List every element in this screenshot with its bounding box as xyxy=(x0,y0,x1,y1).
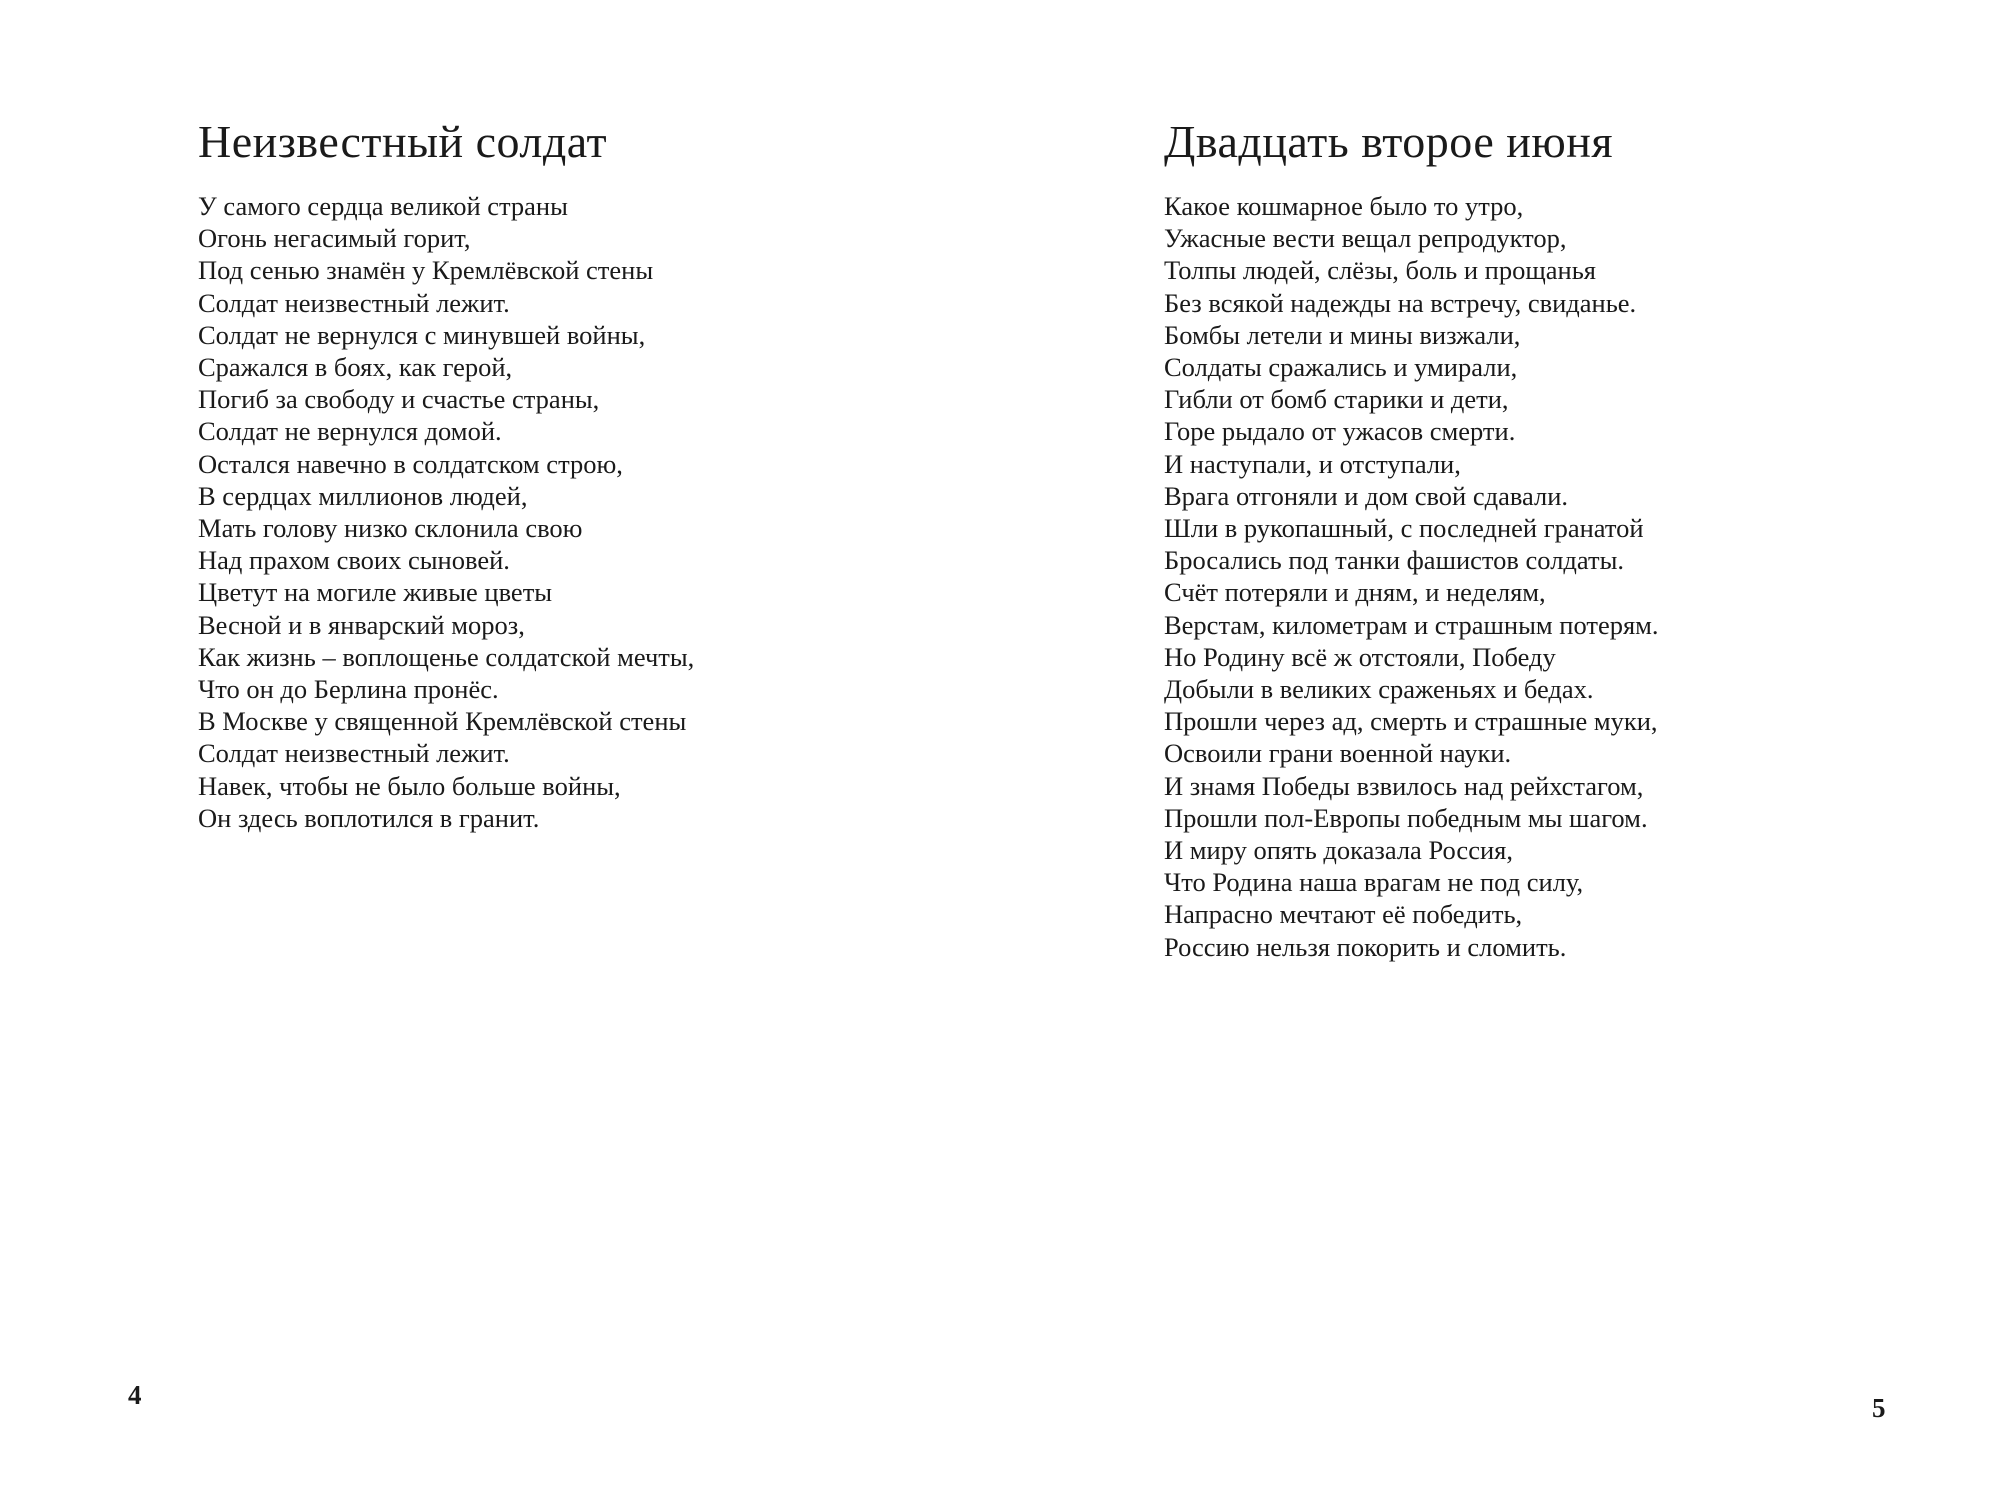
right-page xyxy=(1000,0,2000,1496)
poem-line: Россию нельзя покорить и сломить. xyxy=(1164,931,1567,962)
poem-line: Освоили грани военной науки. xyxy=(1164,738,1512,769)
poem-line: Навек, чтобы не было больше войны, xyxy=(198,770,621,801)
poem-june-22 xyxy=(1164,114,1884,963)
poem-line: Мать голову низко склонила свою xyxy=(198,513,583,544)
poem-lines xyxy=(1164,190,1884,963)
poem-line: Бросались под танки фашистов солдаты. xyxy=(1164,545,1624,576)
poem-line: Сражался в боях, как герой, xyxy=(198,352,513,383)
poem-line: У самого сердца великой страны xyxy=(198,191,568,221)
poem-line: Счёт потеряли и дням, и неделям, xyxy=(1164,577,1546,608)
poem-lines xyxy=(198,190,918,834)
poem-line: Какое кошмарное было то утро, xyxy=(1164,191,1524,221)
poem-line: Прошли пол-Европы победным мы шагом. xyxy=(1164,802,1648,833)
poem-line: Что Родина наша врагам не под силу, xyxy=(1164,867,1584,898)
poem-line: Солдат не вернулся домой. xyxy=(198,416,502,447)
page-number: 5 xyxy=(1872,1393,1886,1423)
poem-title: Двадцать второе июня xyxy=(1164,116,1614,167)
poem-line: Врага отгоняли и дом свой сдавали. xyxy=(1164,480,1569,511)
poem-line: Над прахом своих сыновей. xyxy=(198,545,510,576)
poem-line: Остался навечно в солдатском строю, xyxy=(198,448,623,479)
poem-line: Прошли через ад, смерть и страшные муки, xyxy=(1164,706,1658,737)
poem-line: Солдат неизвестный лежит. xyxy=(198,738,510,769)
poem-line: Солдат неизвестный лежит. xyxy=(198,287,510,318)
poem-line: Без всякой надежды на встречу, свиданье. xyxy=(1164,287,1637,318)
poem-line: Но Родину всё ж отстояли, Победу xyxy=(1164,641,1556,672)
poem-line: Солдаты сражались и умирали, xyxy=(1164,352,1518,383)
poem-line: Горе рыдало от ужасов смерти. xyxy=(1164,416,1516,447)
poem-line: Огонь негасимый горит, xyxy=(198,223,471,254)
poem-line: Толпы людей, слёзы, боль и прощанья xyxy=(1164,255,1596,286)
poem-line: Что он до Берлина пронёс. xyxy=(198,674,499,705)
poem-title: Неизвестный солдат xyxy=(198,116,608,167)
poem-line: Напрасно мечтают её победить, xyxy=(1164,899,1523,930)
poem-unknown-soldier xyxy=(198,114,918,834)
poem-line: В Москве у священной Кремлёвской стены xyxy=(198,706,687,737)
poem-line: Ужасные вести вещал репродуктор, xyxy=(1164,223,1567,254)
poem-line: Шли в рукопашный, с последней гранатой xyxy=(1164,513,1644,544)
poem-line: И знамя Победы взвилось над рейхстагом, xyxy=(1164,770,1644,801)
poem-line: Весной и в январский мороз, xyxy=(198,609,525,640)
poem-line: Погиб за свободу и счастье страны, xyxy=(198,384,600,415)
page-number: 4 xyxy=(128,1380,142,1410)
poem-line: Гибли от бомб старики и дети, xyxy=(1164,384,1509,415)
poem-line: Бомбы летели и мины визжали, xyxy=(1164,319,1521,350)
poem-line: В сердцах миллионов людей, xyxy=(198,480,528,511)
poem-line: Он здесь воплотился в гранит. xyxy=(198,802,540,833)
poem-line: Солдат не вернулся с минувшей войны, xyxy=(198,319,646,350)
poem-line: И наступали, и отступали, xyxy=(1164,448,1461,479)
poem-line: Под сенью знамён у Кремлёвской стены xyxy=(198,255,654,286)
poem-line: Добыли в великих сраженьях и бедах. xyxy=(1164,674,1594,705)
poem-line: Цветут на могиле живые цветы xyxy=(198,577,553,608)
poem-line: И миру опять доказала Россия, xyxy=(1164,835,1513,866)
poem-line: Верстам, километрам и страшным потерям. xyxy=(1164,609,1659,640)
poem-line: Как жизнь – воплощенье солдатской мечты, xyxy=(198,641,695,672)
